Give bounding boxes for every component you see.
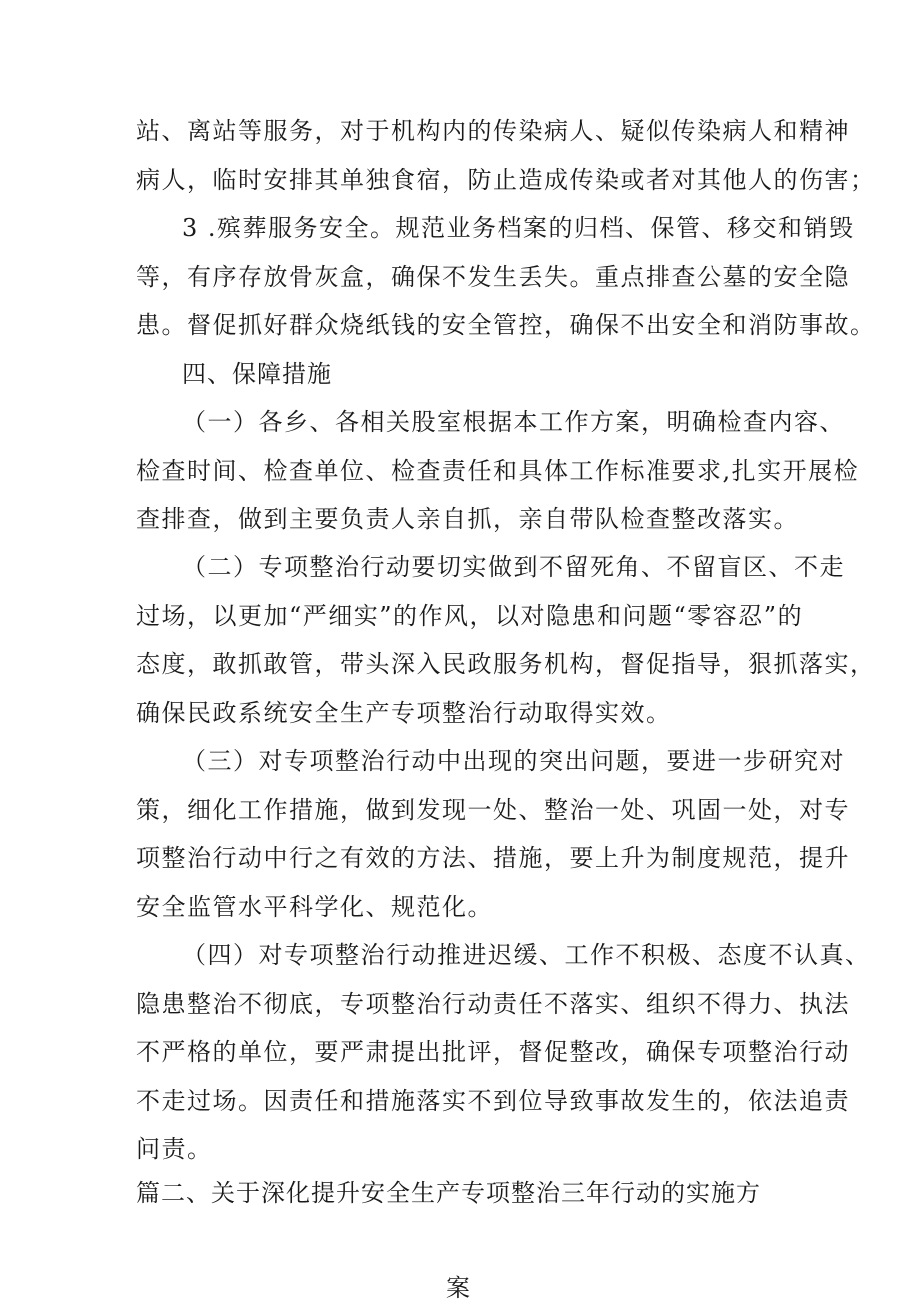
paragraph-line: 隐患整治不彻底，专项整治行动责任不落实、组织不得力、执法 (136, 990, 850, 1018)
paragraph-line: 不严格的单位，要严肃提出批评，督促整改，确保专项整治行动 (136, 1038, 850, 1066)
paragraph-line: （三）对专项整治行动中出现的突出问题，要进一步研究对 (182, 747, 845, 775)
paragraph-line: （一）各乡、各相关股室根据本工作方案，明确检查内容、 (182, 408, 845, 436)
paragraph-line: 病人，临时安排其单独食宿，防止造成传染或者对其他人的伤害； (136, 166, 876, 194)
paragraph-line: 检查时间、检查单位、检查责任和具体工作标准要求,扎实开展检 (136, 457, 860, 485)
article-title-continued: 案 (446, 1274, 471, 1302)
paragraph-line: 确保民政系统安全生产专项整治行动取得实效。 (136, 699, 672, 727)
paragraph-line: 患。督促抓好群众烧纸钱的安全管控，确保不出安全和消防事故。 (136, 311, 876, 339)
paragraph-line: 问责。 (136, 1135, 213, 1163)
paragraph-line: 等，有序存放骨灰盒，确保不发生丢失。重点排查公墓的安全隐 (136, 263, 850, 291)
paragraph-line: 项整治行动中行之有效的方法、措施，要上升为制度规范，提升 (136, 844, 850, 872)
section-heading: 四、保障措施 (182, 360, 332, 388)
paragraph-line: （二）专项整治行动要切实做到不留死角、不留盲区、不走 (182, 553, 845, 581)
paragraph-line: 策，细化工作措施，做到发现一处、整治一处、巩固一处，对专 (136, 796, 850, 824)
paragraph-line: 过场，以更加“严细实”的作风，以对隐患和问题“零容忍”的 (136, 602, 804, 630)
paragraph-line: 3 .殡葬服务安全。规范业务档案的归档、保管、移交和销毁 (182, 214, 855, 242)
paragraph-line: （四）对专项整治行动推进迟缓、工作不积极、态度不认真、 (182, 941, 871, 969)
paragraph-line: 态度，敢抓敢管，带头深入民政服务机构，督促指导，狠抓落实， (136, 650, 876, 678)
paragraph-line: 站、离站等服务，对于机构内的传染病人、疑似传染病人和精神 (136, 117, 850, 145)
article-title: 篇二、关于深化提升安全生产专项整治三年行动的实施方 (136, 1179, 761, 1207)
paragraph-line: 查排查，做到主要负责人亲自抓，亲自带队检查整改落实。 (136, 505, 799, 533)
paragraph-line: 安全监管水平科学化、规范化。 (136, 893, 493, 921)
paragraph-line: 不走过场。因责任和措施落实不到位导致事故发生的，依法追责 (136, 1087, 850, 1115)
